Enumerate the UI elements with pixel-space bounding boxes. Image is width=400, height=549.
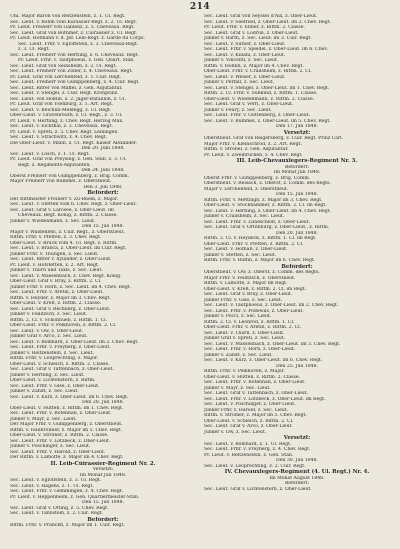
text-line: Sec. Lieut. v. Kurz, z. Ober-Lieut. im 6. Chev. Regt.: [204, 358, 323, 363]
text-line: Den 30. Juli 1848.: [276, 458, 318, 463]
text-line: Junker v. Barth, z. Sec. Lieut. im 3. Cüir. Regt.: [204, 36, 312, 41]
text-line: Sec. Lieut. v. Hofnaß, z. Ober-Lieut.: [204, 247, 288, 252]
text-line: Rittm. v. Hößlin, z. Major im 4. Chev. Regt.: [204, 63, 304, 69]
text-line: Den 20. Juli 1848.: [82, 400, 124, 405]
text-line: Pr. Lieut. Frhr. v. Tautphoeus, z. Gen. Quart. Stab.: [18, 58, 135, 63]
text-line: Befördert:: [284, 164, 309, 170]
text-line: Cheveaux. Regt. König, z. Rittm. 2. Classe.: [18, 213, 118, 218]
text-line: Major Freiherr von Rummel, z. Oberstlieut.: [10, 179, 112, 184]
text-line: Sec. Lieut. v. Welser, z. Ober-Lieut.: [204, 74, 286, 80]
text-line: Versetzt:: [92, 467, 114, 472]
text-line: Uhl. Major Baron von Reitzenstein, z. 1. Ul. Regt.: [10, 14, 126, 19]
text-line: Sec. Lieut. v. Egloffstein, z. 3. Ul. Regt.: [10, 478, 102, 483]
text-line: Pr. Lieut. Frhr. v. Ebner, z. Rittm. 2. Classe.: [204, 25, 305, 30]
text-line: Den 15. Juli 1848.: [276, 192, 318, 197]
text-line: Sec. Lieut. Frhr. v. Gemmingen, z. 4. Chev. Regt.: [10, 489, 124, 494]
text-line: Ober-Lieut. v. Schleich, z. Rittm. 2. Cl.: [204, 418, 294, 424]
text-line: Der Major Frhr. v. Gumppenberg, z. Oberstlieut.: [10, 422, 123, 427]
text-line: Pr. Lieut. v. Reitzenstein, z. Gen. Stab.: [204, 452, 294, 458]
text-line: Rittm. Frhr. v. Ruffin, z. Major im 6. Chev. Regt.: [204, 258, 316, 263]
section-heading: Befördert:: [87, 516, 119, 523]
text-line: Junker Frhr. v. Harold, z. Sec. Lieut.: [204, 407, 289, 413]
text-line: Sec. Lieut. v. Eichthal, z. 2. Cheveaux. Regt.: [10, 124, 113, 129]
text-line: Oberstlieut. v. Reisach, z. Oberst, z. Comm. des Regts.: [204, 181, 331, 186]
text-line: Den 15. Juli 1848.: [82, 224, 124, 229]
text-line: Rittm. Frhr. v. Mettingh, z. Major im 3. Chev. Regt.: [204, 197, 323, 203]
text-line: Junker v. Mayr, z. Sec. Lieut.: [204, 385, 271, 391]
text-line: Sec. Lieut. v. Böhm vom Kürassier-Regt. z. 2. Ul. Regt.: [10, 19, 138, 25]
text-line: Junker v. Thurn und Taxis, z. Sec. Lieut.: [10, 268, 103, 273]
text-line: Junker v. Feilitzsch, z. Sec. Lieut.: [10, 312, 88, 317]
text-line: Rittm. Frhr. v. Leoprechting, z. Major.: [10, 356, 98, 361]
text-line: Junker Graf v. Spreti, z. Sec. Lieut.: [204, 336, 286, 341]
text-line: Rittm. v. Lamotte, z. Major im Regt.: [204, 281, 288, 286]
text-line: Sec. Lieut. v. Thurn, z. Ober-Lieut.: [204, 330, 285, 336]
text-line: Sec. Lieut. Frhr. v. Harold, z. Ober-Lieut.: [10, 449, 106, 455]
text-line: Major v. Lerchenfeld, z. Oberstlieut.: [204, 186, 289, 192]
text-line: Ober-Lieut. v. Kreß, z. Rittm. 2. Cl. im Regt.: [204, 286, 307, 292]
text-line: Junker v. Pocci, z. Sec. Lieut.: [204, 314, 272, 319]
text-line: Oberstlieut. Graf von Reigersberg, z. Cüir. Regt. Prinz Carl.: [204, 136, 344, 141]
text-line: Sec. Lieut. Frhr. v. Freyberg, z. Ober-Lieut.: [10, 345, 111, 350]
text-line: Sec. Lieut. Graf v. Lodron, z. Ober-Lieut.: [204, 30, 299, 36]
text-line: Sec. Lieut. Frhr. v. Rotenhan, z. Ober-Lieut.: [10, 411, 112, 416]
text-line: Sec. Lieut. v. Lösch, z. 1. Ul. Regt.: [10, 151, 90, 157]
text-line: Sec. Lieut. Graf v. Otting, z. 5. Chev. Regt.: [10, 505, 109, 511]
text-line: Junker v. Poschinger, z. Sec. Lieut.: [10, 444, 91, 449]
text-line: Im Monat August 1848.: [269, 475, 325, 481]
text-line: Ober-Lieut. Frhr. v. Pfetten, z. Rittm. 2. Cl.: [204, 241, 304, 247]
page-number: 214: [189, 2, 211, 12]
text-line: Sec. Lieut. Frhr. v. Speidel, z. Ober-Lieut. im 6. Chev.: [204, 47, 328, 52]
text-line: Pr. Lieut. Graf von Preysing, z. Gen. Stab, z. 3. Ul.: [10, 157, 127, 162]
text-line: Sec. Lieut. Frhr. v. Lüneschloß, z. Ober-Lieut.: [204, 219, 311, 225]
text-line: Sec. Lieut. Graf v. Rechberg, z. Ober-Lieut.: [10, 306, 111, 312]
text-line: Befördert:: [284, 481, 309, 486]
text-line: Sec. Lieut. v. Tautphoeus, z. Ober-Lieut. im 2. Chev. Regt.: [204, 303, 339, 308]
text-line: Sec. Lieut. Frhr. v. Gise, z. Ober-Lieut.: [10, 383, 100, 389]
text-line: Junker v. Mayr, z. Sec. Lieut.: [10, 416, 77, 422]
text-line: Sec. Lieut. v. Kurz, z. Ober-Lieut. im 6. Chev. Regt.: [10, 394, 129, 400]
text-line: Oberst Frhr. v. Gumppenberg, z. Brig. Comm.: [204, 175, 311, 181]
text-line: Den 3. Juli 1848.: [83, 184, 123, 190]
text-line: Sec. Lieut. v. Hagens, z. 1. Ul. Regt.: [10, 483, 94, 489]
text-line: Rittm. Frhr. v. Pfetten, z. 3. Chev. Regt.: [10, 235, 102, 240]
text-line: Sec. Lieut. Frhr. v. Lotzbeck, z. Ober-Lieut. im Regt.: [204, 396, 326, 402]
text-line: Major Frhr. v. Feilitzsch, z. Oberstlieut.: [204, 275, 296, 281]
section-heading: IV. Chevauxlegers-Regiment (4. Ul. Regt.) Nr. 4.: [224, 469, 370, 475]
text-line: Sec. Lieut. v. Bomhard, z. 1. Ul. Regt.: [204, 441, 292, 447]
text-line: Sec. Lieut. v. Seefried, z. Ober-Lieut. im 2. Chev. Regt.: [204, 19, 332, 25]
text-line: Den 24. Juni 1848.: [81, 168, 125, 173]
text-line: Sec. Lieut. Ritter von Maffei, z. Gen. Adjutantur.: [10, 85, 123, 91]
text-line: Pr. Lieut. Graf von Ysenburg, z. 1. Art. Regt.: [10, 102, 114, 107]
text-line: Im Monat Juli 1848.: [273, 170, 321, 175]
text-line: Junker v. Ow, z. Sec. Lieut.: [204, 429, 267, 435]
text-line: Pr. Lieut. v. Zweibrücken, z. 4. Chev. Regt.: [204, 152, 303, 158]
text-line: Major Frhr. v. Kleinschrod, z. 2. Art. Regt.: [204, 141, 302, 147]
text-line: Ober-Lieut. v. Hutten, z. Rittm. im 1. Chev. Regt.: [10, 405, 124, 411]
text-line: Rittm. v. Hailbronner, z. Major im 5. Chev. Regt.: [10, 427, 123, 433]
text-line: Den 20. Juli 1848.: [276, 230, 318, 236]
text-line: Sec. Lieut. Frhr. v. Lotzbeck, z. Ober-Lieut.: [10, 438, 111, 444]
text-line: Pr. Lieut. v. Heppenheim, z. Gen. Quartiermeister-Stab.: [10, 494, 140, 500]
text-line: Sec. Lieut. von Hößlin, z. 2. Jäger-Bataillon, z. Ul.: [10, 96, 126, 102]
text-line: Ober-Lieut. v. Stockhammer, z. Rittm. 2. Cl. im Regt.: [204, 203, 327, 208]
text-line: Oberstlieut. v. Ow, z. Oberst, z. Comm. des Regts.: [204, 270, 320, 275]
text-line: Ober-Lieut. v. Gravenreuth, z. Ul. Regt., z. 3. Ul.: [10, 113, 123, 118]
text-line: Ober-Lieut. v. Wiedenmann, z. Rittm. 2. Classe.: [204, 96, 315, 102]
text-line: Sec. Lieut. Graf v. Verri, z. Ober-Lieut.: [204, 102, 294, 107]
text-line: Junker Frhr. v. Gise, z. Sec. Lieut.: [204, 297, 283, 303]
text-line: Sec. Lieut. v. Bomhard, z. Ober-Lieut. im 2. Chev. Regt.: [10, 339, 139, 345]
text-line: Pr. Lieut. v. Spreti, z. 5. Chev. Regt. Leiningen.: [10, 129, 119, 135]
text-line: Junker v. Zandt, z. Sec. Lieut.: [204, 352, 273, 358]
text-line: Junker v. Reitzenstein, z. Sec. Lieut.: [10, 350, 94, 356]
text-line: Pr. Lieut. Hofmann v. d. Jnf. Leib-Regt. z. Garde du Corps.: [10, 36, 145, 41]
text-line: Sec. Lieut. Freiherr von Zoller, z. 4. Cheveaux. Regt.: [10, 69, 133, 74]
text-line: Regt. z. Regiments-Adjutanten.: [18, 162, 91, 168]
text-line: Junker v. Feury, z. Sec. Lieut.: [204, 107, 272, 113]
text-line: Sec. Lieut. Graf von Seyssel d'Aix, z. Ober-Lieut.: [204, 14, 318, 19]
text-line: Sec. Lieut. v. Kiliani, z. Ober-Lieut.: [204, 52, 286, 58]
text-line: Rittm. 2. Cl. v. Leonrod, z. Rittm. 1. Cl.: [204, 319, 295, 325]
text-line: Ober-Lieut. v. Stromer, z. Rittm. 2. Classe.: [10, 433, 109, 438]
text-line: Major v. Waldenfels, z. Cüir. Regt., z. Oberstlieut.: [10, 229, 125, 235]
text-line: Sec. Lieut. v. Sutner, z. Ober-Lieut.: [204, 41, 286, 47]
text-line: Rittm. v. Ströbel, z. Gen. Adjutantur.: [204, 147, 289, 152]
text-line: Sec. Lieut. v. Massenbach, z. Chev. Regt. König.: [10, 273, 122, 279]
text-line: Sec. Lieut. v. Hertling, z. Ober-Lieut. im 4. Chev. Regt.: [204, 208, 332, 214]
text-line: Sec. Lieut. Graf v. Tattenbach, z. Ober-Lieut.: [204, 391, 309, 396]
text-line: Junker v. Stetten, z. Sec. Lieut.: [204, 252, 277, 258]
text-line: Junker v. Crailsheim, z. Sec. Lieut.: [204, 214, 285, 219]
text-line: Junker v. Hertling, z. Sec. Lieut.: [10, 372, 85, 378]
text-line: Sec. Lieut. Frhr. v. Aretin, z. Ober-Lieut.: [10, 290, 104, 295]
left-column: [10, 14, 196, 543]
text-line: z. 3. Ul. Regt.: [18, 47, 50, 52]
text-line: Im Monat Juli 1848.: [79, 472, 127, 478]
text-line: Rittm. v. Heyder, z. Major im 3. Chev. Regt.: [10, 295, 111, 301]
text-line: Sec. Lieut. Frhr. v. Rotenhan, z. Ober-Lieut.: [204, 380, 306, 385]
section-heading: Versetzt:: [283, 435, 311, 441]
text-line: Sec. Lieut. v. Stengel, z. Ober-Lieut. im 1. Chev. Regt.: [204, 85, 330, 91]
text-line: Ober-Lieut. v. Lichtenstern, z. Rittm.: [10, 378, 96, 383]
text-line: Den 15. Juli 1848.: [82, 500, 124, 505]
text-line: Den 25. Juli 1848.: [276, 363, 318, 369]
text-line: Ober-Lieut. v. Kreß, z. Rittm. 2. Classe.: [10, 301, 102, 306]
text-line: Sec. Lieut. Freiherr von Gumppenberg, z. 4. Cüir. Regt.: [10, 80, 140, 85]
text-line: Sec. Lieut. Graf v. Bray, z. Ober-Lieut.: [204, 292, 293, 297]
text-line: Sec. Lieut. v. Stetten vom 6. Chev. Regt. z. Ober-Lieut.: [10, 202, 137, 207]
text-line: Pr. Lieut. v. Hofstetten, z. 2. Art. Regt.: [10, 262, 100, 268]
section-heading: II. Leib-Cüirassier-Regiment Nr. 2.: [50, 460, 156, 467]
text-line: Sec. Lieut. Frhr. v. Horn, z. Ober-Lieut.: [204, 347, 296, 352]
text-line: Rittm. 2. Cl. v. Schönhueb, z. Rittm. 1. Cl.: [10, 317, 108, 323]
text-line: Sec. Lieut. Graf v. Lichtenstern, z. Ober-Lieut.: [204, 486, 312, 492]
text-line: Sec. Lieut. Ritter v. Xylander, z. Ober-Lieut.: [10, 257, 112, 262]
text-line: Sec. Lieut. Frhr. v. Guttenberg, z. Ober-Lieut.: [204, 113, 310, 118]
text-line: Sec. Lieut. Frhr. v. Freyberg, z. 4. Chev. Regt.: [204, 447, 311, 452]
text-line: Sec. Lieut. v. Tannstein, z. 2. Cüir. Regt.: [10, 511, 104, 516]
section-heading: Versetzt:: [283, 129, 311, 136]
text-line: Der Rittmeister Freiherr v. Zu-Rhein, z. Major.: [10, 196, 119, 202]
text-line: Junker v. Vincenti, z. Sec. Lieut.: [204, 58, 279, 63]
text-line: Sec. Lieut. Graf v. Larosée, z. Ober-Lieut. im: [10, 207, 114, 213]
text-line: Sec. Lieut. v. Branca, z. Ober-Lieut. im Cüir. Regt.: [10, 246, 127, 251]
text-line: Junker v. Zandt, z. Sec. Lieut.: [10, 389, 79, 394]
text-line: Sec. Lieut. Graf von Bothmer, z. Cüirassier z. Ul. Regt.: [10, 30, 138, 36]
text-line: Sec. Lieut. Frhr. v. Podewils, z. Ober-Lieut.: [204, 308, 304, 314]
text-line: Sec. Lieut. v. Ow, z. Ober-Lieut.: [10, 328, 84, 334]
text-line: Sec. Lieut. v. Strachwitz, z. 4. Chev. Regt.: [10, 135, 108, 140]
text-line: Pr. Lieut. Freiherr von Gablenz, z. 5. Cheveaux. Regt.: [10, 25, 135, 30]
section-heading: Befördert:: [87, 190, 119, 196]
text-line: Pr. Lieut. v. Hertling, z. Chev. Regt. Herzog Max.: [10, 118, 124, 124]
text-line: Junker Graf v. Arco, z. Sec. Lieut.: [10, 334, 88, 339]
text-line: Sec. Lieut. Frhr. v. Egloffstein, z. 3. Cheveaux-Regt.: [18, 41, 139, 47]
text-line: Sec. Lieut. v. Rummel, z. Ober-Lieut. im 5. Chev. Regt.: [204, 118, 331, 124]
text-line: Rittm. 2. Cl. v. Heydeck, z. Rittm. 1. Cl. im Regt.: [204, 236, 317, 241]
text-line: Ober-Lieut. v. Brück vom 4. Ul. Regt. z. Rittm.: [10, 240, 118, 246]
text-line: Junker Frhr. v. Thüngen, z. Sec. Lieut.: [10, 251, 99, 257]
text-line: Pr. Lieut. Graf von Lerchenfeld, z. 1. Cüir. Regt.: [10, 74, 122, 80]
text-line: Ober-Lieut. Frhr. v. Aretin, z. Rittm. 2. Cl.: [204, 325, 302, 330]
text-line: Sec. Lieut. v. Leoprechting, z. 2. Cüir. Regt.: [204, 463, 306, 469]
text-line: Rittm. v. Stromer, z. Major im 5. Chev. Regt.: [204, 413, 307, 418]
text-line: Sec. Lieut. Graf v. Arco, z. Ober-Lieut.: [204, 424, 293, 429]
text-line: Sec. Lieut. v. Reichlin-Meldegg, z. Ul. Regt.: [10, 107, 112, 113]
text-line: Oberst Freiherr von Gumppenberg, z. Brig. Comm.: [10, 173, 130, 179]
text-line: Rittm. Frhr. v. Pelkhoven, z. Major.: [204, 369, 285, 374]
columns: [10, 14, 390, 543]
text-line: Sec. Lieut. Freiherr von Hertling, z. 6. Cheveaux. Regt.: [10, 52, 140, 58]
section-heading: III. Leib-Chevauxlegers-Regiment Nr. 3.: [236, 158, 358, 164]
text-line: Sec. Lieut. v. Massenbach, z. Ober-Lieut. im 3. Chev. Regt.: [204, 341, 341, 347]
text-line: Sec. Lieut. Graf v. Tattenbach, z. Ober-Lieut.: [10, 367, 115, 372]
text-line: Der Rittm. v. Lamotte, z. Major im 4. Chev. Regt.: [10, 455, 124, 460]
section-heading: Befördert:: [281, 263, 313, 270]
text-line: Sec. Lieut. v. Stengel, z. Cüir. Regt. Kronprinz.: [10, 91, 119, 96]
text-line: Ober-Lieut. Graf v. Bray, z. Rittm. 2. Cl.: [10, 279, 102, 284]
text-line: Sec. Lieut. v. Poschinger, z. Ober-Lieut.: [204, 402, 296, 407]
text-line: Junker v. Perfall, z. Sec. Lieut.: [204, 80, 275, 85]
text-line: Rittm. 2. Cl. Frhr. v. Süßkind, z. Rittm. 1. Classe.: [204, 91, 318, 96]
text-line: Sec. Lieut. Graf v. Ortenburg, z. Ober-Lieut., z. Rittm.: [204, 225, 330, 230]
text-line: Den 20. Juni 1848.: [81, 146, 125, 151]
text-line: Ober-Lieut. v. Schleich, z. Rittm. 2. Classe.: [10, 361, 110, 367]
text-line: Sec. Lieut. Graf von Seinsheim, z. 2. Ul. Regt.: [10, 63, 117, 69]
text-line: Rittm. Frhr. v. Pranckh, z. Major im 1. Cüir. Regt.: [10, 523, 125, 528]
right-column: [204, 14, 390, 543]
text-line: Ober-Lieut. v. Hutten, z. Rittm. 2. Classe.: [204, 374, 301, 380]
text-line: Ober-Lieut. Frhr. v. Crailsheim, z. Rittm. 2. Cl.: [204, 69, 312, 74]
text-line: Die Ober-Lieut. v. Mann, z. Ul. Regt. Kaiser Alexander.: [10, 140, 138, 146]
text-line: Junker v. Wiedenmann, z. Sec. Lieut.: [10, 218, 96, 224]
text-line: Ober-Lieut. Frhr. v. Pelkhoven, z. Rittm. 2. Cl.: [10, 323, 117, 328]
text-line: Den 17. Juli 1848.: [276, 124, 318, 129]
text-line: Junker Frhr. v. Horn, z. Sec. Lieut. im 4. Chev. Regt.: [10, 284, 132, 290]
